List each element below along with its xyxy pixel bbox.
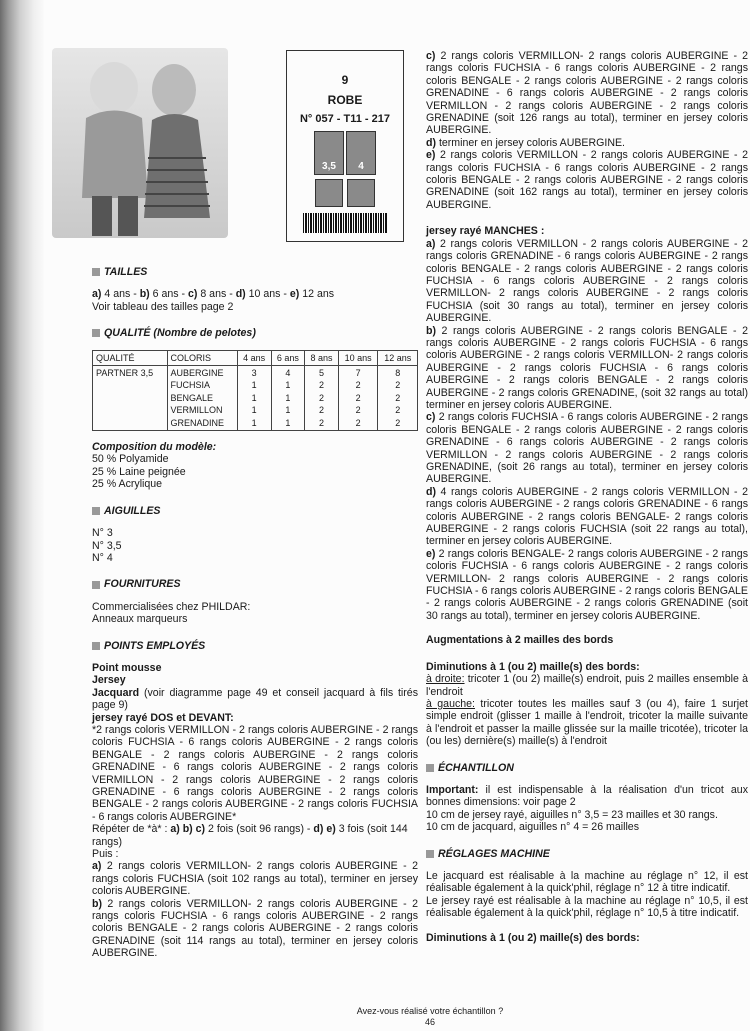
- composition-line: 25 % Acrylique: [92, 478, 163, 491]
- quickphil-icon: [315, 179, 343, 207]
- yarn-table: QUALITÉ COLORIS 4 ans 6 ans 8 ans 10 ans 12 ans PARTNER 3,5 AUBERGINE FUCHSIA BENGALE VERMILLON GRENADINE 3 1 1 1 1 4 1 1 1 1 5 2 2 2 2 7 2 2 2 2 8 2 2 2 2: [92, 350, 418, 431]
- size-e-instructions: e) 2 rangs coloris VERMILLON - 2 rangs coloris AUBERGINE - 2 rangs coloris FUCHSIA - 6 rangs coloris AUBERGINE - 2 rangs coloris BENGALE - 2 rangs coloris AUBERGINE - 2 rangs coloris GRENADINE (soit 162 rangs au total), terminer en jersey coloris AUBERGINE.: [426, 149, 748, 211]
- stitch-mousse: Point mousse: [92, 661, 162, 674]
- section-fournitures: FOURNITURES: [92, 578, 418, 590]
- gauge-line: 10 cm de jersey rayé, aiguilles n° 3,5 = 23 mailles et 30 rangs.: [426, 808, 718, 821]
- bullet-square-icon: [426, 850, 434, 858]
- then-label: Puis :: [92, 848, 119, 861]
- stitch-jersey: Jersey: [92, 674, 126, 687]
- model-ref: N° 057 - T11 - 217: [299, 113, 390, 125]
- children-photo: [52, 48, 228, 238]
- needle-size-1: 3,5: [322, 161, 336, 172]
- section-aiguilles: AIGUILLES: [92, 505, 418, 517]
- section-qualite: QUALITÉ (Nombre de pelotes): [92, 327, 418, 339]
- model-number: 9: [341, 73, 349, 87]
- sleeves-a: a) 2 rangs coloris VERMILLON - 2 rangs coloris AUBERGINE - 2 rangs coloris GRENADINE - 6 rangs coloris AUBERGINE - 2 rangs coloris BENGALE - 2 rangs coloris AUBERGINE - 2 rangs coloris FUCHSIA - 6 rangs coloris AUBERGINE - 2 rangs coloris VERMILLON- 2 rangs coloris AUBERGINE - 2 rangs coloris FUCHSIA (soit 30 rangs au total), terminer en jersey coloris AUBERGINE.: [426, 237, 748, 325]
- needle-line: N° 3: [92, 527, 113, 540]
- size-c-instructions: c) 2 rangs coloris VERMILLON- 2 rangs coloris AUBERGINE - 2 rangs coloris FUCHSIA - 6 rangs coloris AUBERGINE - 2 rangs coloris BENGALE - 2 rangs coloris AUBERGINE - 2 rangs coloris GRENADINE - 6 rangs coloris AUBERGINE - 2 rangs coloris VERMILLON - 2 rangs coloris AUBERGINE - 2 rangs coloris GRENADINE (soit 126 rangs au total), terminer en jersey coloris AUBERGINE.: [426, 50, 748, 137]
- decreases-title-2: Diminutions à 1 (ou 2) maille(s) des bords:: [426, 931, 640, 944]
- sleeves-title: jersey rayé MANCHES :: [426, 225, 545, 238]
- page-number: 46: [424, 1017, 435, 1027]
- bullet-square-icon: [92, 268, 100, 276]
- decrease-left: à gauche: tricoter toutes les mailles sauf 3 (ou 4), faire 1 surjet simple endroit (glisser 1 maille à l'endroit, tricoter la maille suivante à l'endroit et passer la maille glissée sur la maille tricotée), tricoter la (ou les) dernière(s) maille(s) à l'endroit: [426, 697, 748, 748]
- model-name: ROBE: [327, 93, 363, 107]
- bullet-square-icon: [92, 642, 100, 650]
- decreases-title: Diminutions à 1 (ou 2) maille(s) des bords:: [426, 660, 640, 673]
- striped-sequence: *2 rangs coloris VERMILLON - 2 rangs coloris AUBERGINE - 2 rangs coloris FUCHSIA - 6 rangs coloris AUBERGINE - 2 rangs coloris BENGALE - 2 rangs coloris AUBERGINE - 2 rangs coloris GRENADINE - 6 rangs coloris AUBERGINE - 2 rangs coloris VERMILLON - 2 rangs coloris AUBERGINE - 2 rangs coloris GRENADINE - 6 rangs coloris AUBERGINE - 2 rangs coloris BENGALE - 2 rangs coloris AUBERGINE - 2 rangs coloris FUCHSIA - 6 rangs coloris AUBERGINE*: [92, 723, 418, 823]
- gauge-line: 10 cm de jacquard, aiguilles n° 4 = 26 mailles: [426, 821, 639, 834]
- section-points: POINTS EMPLOYÉS: [92, 640, 418, 652]
- sizes-note: Voir tableau des tailles page 2: [92, 300, 234, 313]
- needle-size-2: 4: [358, 161, 364, 172]
- increases-title: Augmentations à 2 mailles des bords: [426, 634, 614, 647]
- left-column: [92, 252, 418, 960]
- composition-title: Composition du modèle:: [92, 441, 217, 454]
- bullet-square-icon: [92, 507, 100, 515]
- sleeves-b: b) 2 rangs coloris AUBERGINE - 2 rangs coloris BENGALE - 2 rangs coloris AUBERGINE - 2 rangs coloris FUCHSIA - 6 rangs coloris AUBERGINE - 2 rangs coloris VERMILLON- 2 rangs coloris AUBERGINE - 2 rangs coloris FUCHSIA - 6 rangs coloris AUBERGINE - 2 rangs coloris BENGALE - 2 rangs coloris AUBERGINE - 2 rangs coloris GRENADINE, (soit 32 rangs au total) terminer en jersey coloris AUBERGINE.: [426, 324, 748, 411]
- bullet-square-icon: [92, 329, 100, 337]
- stitch-jacquard: Jacquard (voir diagramme page 49 et conseil jacquard à fils tirés page 9): [92, 686, 418, 712]
- book-gutter: [0, 0, 44, 1031]
- decrease-right: à droite: tricoter 1 (ou 2) maille(s) endroit, puis 2 mailles ensemble à l'endroit: [426, 673, 749, 698]
- needle-line: N° 4: [92, 551, 113, 564]
- size-a-instructions: a) 2 rangs coloris VERMILLON- 2 rangs coloris AUBERGINE - 2 rangs coloris FUCHSIA (soit 102 rangs au total), terminer en jersey coloris AUBERGINE.: [92, 860, 418, 898]
- machine-setting-jacquard: Le jacquard est réalisable à la machine au réglage n° 12, il est réalisable également à la quick'phil, réglage n° 12 à titre indicatif.: [426, 869, 748, 895]
- gauge-important: Important: il est indispensable à la réalisation d'un tricot aux bonnes dimensions: voir page 2: [426, 783, 748, 809]
- sleeves-e: e) 2 rangs coloris BENGALE- 2 rangs coloris AUBERGINE - 2 rangs coloris FUCHSIA - 6 rangs coloris AUBERGINE - 2 rangs coloris VERMILLON- 2 rangs coloris AUBERGINE - 2 rangs coloris FUCHSIA - 6 rangs coloris AUBERGINE - 2 rangs coloris BENGALE - 2 rangs coloris AUBERGINE - 2 rangs coloris GRENADINE (soit 30 rangs au total), terminer en jersey coloris AUBERGINE.: [426, 547, 748, 622]
- section-echantillon: ÉCHANTILLON: [426, 762, 748, 774]
- footer-note: Avez-vous réalisé votre échantillon ?: [356, 1006, 504, 1016]
- needle-size-icon: [346, 131, 376, 175]
- page-footer: [340, 1006, 520, 1028]
- machine-icon: [347, 179, 375, 207]
- model-reference-box: [286, 50, 404, 242]
- size-d-instructions: d) terminer en jersey coloris AUBERGINE.: [426, 136, 625, 149]
- section-tailles: TAILLES: [92, 266, 418, 278]
- repeat-line: Répéter de *à* : a) b) c) 2 fois (soit 96 rangs) - d) e) 3 fois (soit 144 rangs): [92, 823, 408, 848]
- bullet-square-icon: [426, 764, 434, 772]
- sleeves-d: d) 4 rangs coloris AUBERGINE - 2 rangs coloris VERMILLON - 2 rangs coloris AUBERGINE - 2 rangs coloris GRENADINE - 6 rangs coloris AUBERGINE - 2 rangs coloris BENGALE- 2 rangs coloris AUBERGINE - 2 rangs coloris FUCHSIA (soit 22 rangs au total), terminer en jersey coloris AUBERGINE.: [426, 485, 748, 548]
- sleeves-c: c) 2 rangs coloris FUCHSIA - 6 rangs coloris AUBERGINE - 2 rangs coloris BENGALE - 2 rangs coloris AUBERGINE - 2 rangs coloris GRENADINE - 6 rangs coloris AUBERGINE - 2 rangs coloris VERMILLON - 2 rangs coloris AUBERGINE - 2 rangs coloris GRENADINE, (soit 26 rangs au total), terminer en jersey coloris AUBERGINE.: [426, 411, 748, 486]
- barcode-icon: [303, 213, 387, 233]
- bullet-square-icon: [92, 581, 100, 589]
- size-b-instructions: b) 2 rangs coloris VERMILLON- 2 rangs coloris AUBERGINE - 2 rangs coloris FUCHSIA - 6 rangs coloris AUBERGINE - 2 rangs coloris BENGALE - 2 rangs coloris AUBERGINE - 2 rangs coloris GRENADINE (soit 114 rangs au total), terminer en jersey coloris AUBERGINE.: [92, 897, 418, 960]
- needle-size-icon: [314, 131, 344, 175]
- section-reglages: RÉGLAGES MACHINE: [426, 848, 748, 860]
- right-column: [426, 50, 748, 944]
- sizes-line: a) 4 ans - b) 6 ans - c) 8 ans - d) 10 ans - e) 12 ans: [92, 288, 335, 301]
- striped-title: jersey rayé DOS et DEVANT:: [92, 711, 234, 724]
- machine-setting-jersey: Le jersey rayé est réalisable à la machine au réglage n° 10,5, il est réalisable également à la quick'phil, réglage n° 10,5 à titre indicatif.: [426, 894, 748, 920]
- needle-line: N° 3,5: [92, 539, 122, 552]
- supplies-line: Anneaux marqueurs: [92, 613, 188, 626]
- composition-line: 50 % Polyamide: [92, 453, 169, 466]
- supplies-line: Commercialisées chez PHILDAR:: [92, 600, 251, 613]
- composition-line: 25 % Laine peignée: [92, 465, 186, 478]
